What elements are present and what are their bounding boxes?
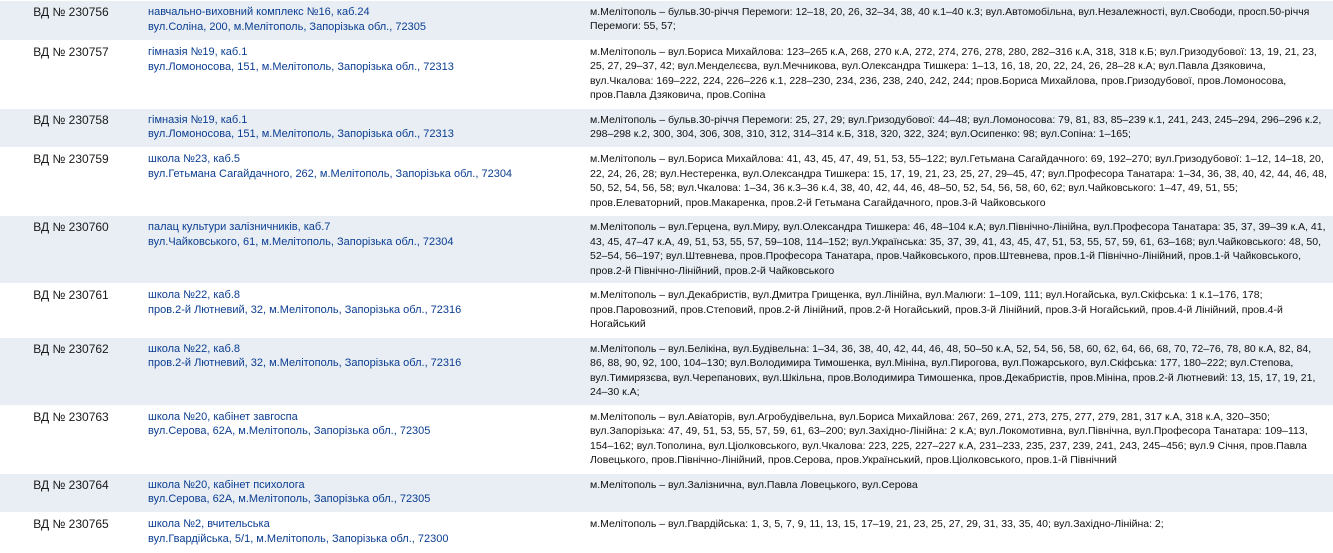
station-place-name: гімназія №19, каб.1 [148, 113, 248, 126]
station-place-cell [142, 513, 584, 553]
station-place-cell [142, 216, 584, 284]
station-place-name: школа №20, кабінет психолога [148, 478, 305, 491]
station-place-cell [142, 473, 584, 513]
station-place-address: вул.Серова, 62А, м.Мелітополь, Запорізька обл., 72305 [148, 425, 431, 438]
table-row[interactable] [0, 108, 1333, 148]
station-place-address: вул.Ломоносова, 151, м.Мелітополь, Запорізька обл., 72313 [148, 128, 454, 141]
table-row[interactable] [0, 513, 1333, 553]
station-place-cell [142, 40, 584, 108]
station-code-cell: ВД № 230756 [0, 1, 142, 41]
table-row[interactable] [0, 148, 1333, 216]
table-row[interactable] [0, 1, 1333, 41]
table-row[interactable] [0, 473, 1333, 513]
station-place-name: школа №2, вчительська [148, 518, 270, 531]
station-code-cell: ВД № 230757 [0, 40, 142, 108]
station-code-cell: ВД № 230760 [0, 216, 142, 284]
table-row[interactable] [0, 216, 1333, 284]
station-place-name: палац культури залізничників, каб.7 [148, 221, 331, 234]
station-place-address: вул.Ломоносова, 151, м.Мелітополь, Запорізька обл., 72313 [148, 60, 454, 73]
station-place-address: вул.Чайковського, 61, м.Мелітополь, Запорізька обл., 72304 [148, 236, 454, 249]
station-streets-cell: м.Мелітополь – вул.Бориса Михайлова: 41, 43, 45, 47, 49, 51, 53, 55–122; вул.Гетьмана Сагайдачного: 69, 192–270; вул.Гризодубової: 1–12, 14–18, 20, 22, 24, 26, 28; вул.Нестеренка, вул.Олександра Тишкера: 15, 17, 19, 21, 23, 25, 27, 29–45, 47; вул.Професора Танатара: 1–34, 36, 38, 40, 42, 44, 46, 48, 50, 52, 54, 56, 58; вул.Чкалова: 1–34, 36 к.3–36 к.4, 38, 40, 42, 44, 46, 48–50, 52, 54, 56, 58, 60, 62; вул.Чайковського: 1–47, 49, 51, 55; пров.Елеваторний, пров.Макаренка, пров.2-й Гетьмана Сагайдачного, пров.3-й Чайковського [584, 148, 1333, 216]
table-row[interactable] [0, 40, 1333, 108]
station-place-address: вул.Соліна, 200, м.Мелітополь, Запорізька обл., 72305 [148, 20, 426, 33]
station-code-cell: ВД № 230759 [0, 148, 142, 216]
station-code-cell: ВД № 230761 [0, 284, 142, 337]
station-code-cell: ВД № 230758 [0, 108, 142, 148]
station-streets-cell: м.Мелітополь – вул.Герцена, вул.Миру, вул.Олександра Тишкера: 46, 48–104 к.А; вул.Північно-Лінійна, вул.Професора Танатара: 35, 37, 39–39 к.А, 41, 43, 45, 47–47 к.А, 49, 51, 53, 55, 57, 59–108, 114–152; вул.Українська: 35, 37, 39, 41, 43, 45, 47, 51, 53, 55, 57, 59, 61, 63–168; вул.Чайковського: 48, 50, 52–54, 56–197; вул.Штевнева, пров.Професора Танатара, пров.Чайковського, пров.Штевнева, пров.1-й Північно-Лінійний, пров.1-й Чайковського, пров.2-й Північно-Лінійний, пров.2-й Чайковського [584, 216, 1333, 284]
table-body [0, 1, 1333, 553]
station-code-cell: ВД № 230765 [0, 513, 142, 553]
station-place-name: школа №23, каб.5 [148, 153, 241, 166]
station-streets-cell: м.Мелітополь – вул.Декабристів, вул.Дмитра Грищенка, вул.Лінійна, вул.Малюги: 1–109, 111; вул.Ногайська, вул.Скіфська: 1 к.1–176, 178; пров.Паровозний, пров.Степовий, пров.2-й Лінійний, пров.2-й Ногайський, пров.3-й Лінійний, пров.3-й Ногайський, пров.4-й Лінійний, пров.4-й Ногайський [584, 284, 1333, 337]
station-place-cell [142, 405, 584, 473]
table-row[interactable] [0, 337, 1333, 405]
station-place-name: школа №22, каб.8 [148, 289, 241, 302]
station-streets-cell: м.Мелітополь – вул.Белікіна, вул.Будівельна: 1–34, 36, 38, 40, 42, 44, 46, 48, 50–50 к.А, 52, 54, 56, 58, 60, 62, 64, 66, 68, 70, 72–76, 78, 80 к.А, 82, 84, 86, 88, 90, 92, 100, 104–130; вул.Володимира Тимошенка, вул.Мініна, вул.Пирогова, вул.Пожарського, вул.Скіфська: 177, 180–222; вул.Степова, вул.Тимирязєва, вул.Черепанових, вул.Шкільна, пров.Володимира Тимошенка, пров.Декабристів, пров.Мініна, пров.2-й Лютневий: 13, 15, 17, 19, 21, 24–30 к.А; [584, 337, 1333, 405]
table-row[interactable] [0, 284, 1333, 337]
station-code-cell: ВД № 230762 [0, 337, 142, 405]
station-streets-cell: м.Мелітополь – вул.Авіаторів, вул.Агробудівельна, вул.Бориса Михайлова: 267, 269, 271, 273, 275, 277, 279, 281, 317 к.А, 318 к.А, 320–350; вул.Запорізька: 47, 49, 51, 53, 55, 57, 59, 61, 63–200; вул.Західно-Лінійна: 2 к.А; вул.Локомотивна, вул.Північна, вул.Професора Танатара: 109–113, 154–162; вул.Тополина, вул.Ціолковського, вул.Чкалова: 223, 225, 227–227 к.А, 231–233, 235, 237, 239, 241, 243, 245–456; вул.9 Січня, пров.Павла Ловецького, пров.Північно-Лінійний, пров.Серова, пров.Український, пров.Ціолковського, пров.1-й Північний [584, 405, 1333, 473]
station-streets-cell: м.Мелітополь – вул.Залізнична, вул.Павла Ловецького, вул.Серова [584, 473, 1333, 513]
station-streets-cell: м.Мелітополь – вул.Гвардійська: 1, 3, 5, 7, 9, 11, 13, 15, 17–19, 21, 23, 25, 27, 29, 31, 33, 35, 40; вул.Західно-Лінійна: 2; [584, 513, 1333, 553]
station-streets-cell: м.Мелітополь – бульв.30-річчя Перемоги: 25, 27, 29; вул.Гризодубової: 44–48; вул.Ломоносова: 79, 81, 83, 85–239 к.1, 241, 243, 245–294, 296–296 к.2, 298–298 к.2, 300, 304, 306, 308, 310, 312, 314–314 к.Б, 318, 320, 322, 324; вул.Осипенко: 98; вул.Сопіна: 1–165; [584, 108, 1333, 148]
table-row[interactable] [0, 405, 1333, 473]
station-place-name: гімназія №19, каб.1 [148, 45, 248, 58]
station-place-address: пров.2-й Лютневий, 32, м.Мелітополь, Запорізька обл., 72316 [148, 357, 462, 370]
station-place-address: пров.2-й Лютневий, 32, м.Мелітополь, Запорізька обл., 72316 [148, 304, 462, 317]
station-place-address: вул.Гетьмана Сагайдачного, 262, м.Мелітополь, Запорізька обл., 72304 [148, 168, 513, 181]
station-place-cell [142, 108, 584, 148]
station-place-address: вул.Серова, 62А, м.Мелітополь, Запорізька обл., 72305 [148, 493, 431, 506]
station-place-name: школа №22, каб.8 [148, 342, 241, 355]
station-code-cell: ВД № 230764 [0, 473, 142, 513]
station-place-address: вул.Гвардійська, 5/1, м.Мелітополь, Запорізька обл., 72300 [148, 533, 449, 546]
station-place-cell [142, 1, 584, 41]
station-place-cell [142, 148, 584, 216]
station-streets-cell: м.Мелітополь – бульв.30-річчя Перемоги: 12–18, 20, 26, 32–34, 38, 40 к.1–40 к.3; вул.Автомобільна, вул.Незалежності, вул.Свободи, просп.50-річчя Перемоги: 55, 57; [584, 1, 1333, 41]
station-place-name: школа №20, кабінет завгоспа [148, 410, 298, 423]
station-place-cell [142, 337, 584, 405]
station-streets-cell: м.Мелітополь – вул.Бориса Михайлова: 123–265 к.А, 268, 270 к.А, 272, 274, 276, 278, 280, 282–316 к.А, 318, 318 к.Б; вул.Гризодубової: 13, 19, 21, 23, 25, 27, 29–37, 42; вул.Менделєєва, вул.Мечникова, вул.Олександра Тишкера: 1–13, 16, 18, 20, 22, 24, 26, 28–28 к.А; вул.Павла Дзяковича, вул.Чкалова: 169–222, 224, 226–226 к.1, 228–230, 234, 236, 238, 240, 242, 244; пров.Бориса Михайлова, пров.Гризодубової, пров.Ломоносова, пров.Павла Дзяковича, пров.Сопіна [584, 40, 1333, 108]
station-place-cell [142, 284, 584, 337]
station-place-name: навчально-виховний комплекс №16, каб.24 [148, 6, 370, 18]
station-code-cell: ВД № 230763 [0, 405, 142, 473]
